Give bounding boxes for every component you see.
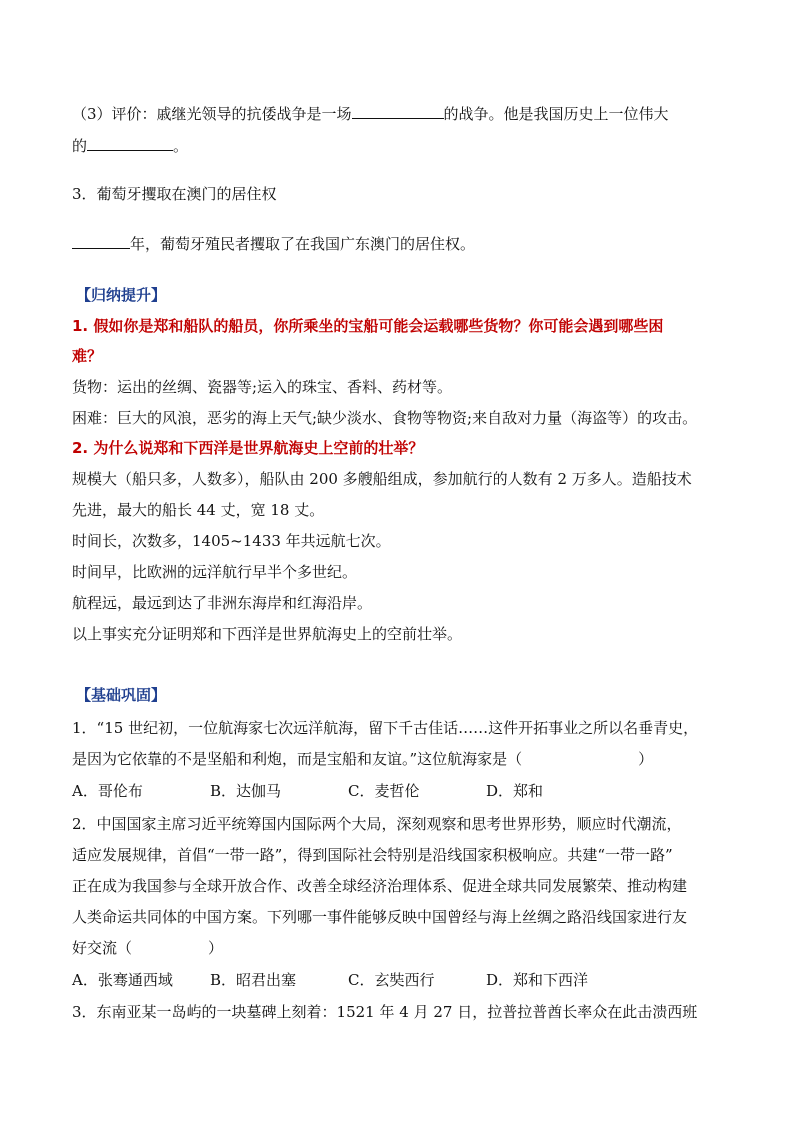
- summary-question-1-line2: 难？: [72, 347, 103, 365]
- option-d[interactable]: D．郑和: [486, 782, 544, 800]
- basics-question-2-line5: 好交流（ ）: [72, 939, 224, 957]
- answer-blank: [352, 104, 444, 119]
- basics-question-3-line1: 3．东南亚某一岛屿的一块墓碑上刻着：1521 年 4 月 27 日，拉普拉普酋长率众在此击溃西班: [72, 1003, 698, 1021]
- option-a[interactable]: A．张骞通西域: [72, 971, 173, 989]
- option-d[interactable]: D．郑和下西洋: [486, 971, 589, 989]
- section-3-fill: 年，葡萄牙殖民者攫取了在我国广东澳门的居住权。: [72, 234, 475, 254]
- basics-question-2-line3: 正在成为我国参与全球开放合作、改善全球经济治理体系、促进全球共同发展繁荣、推动构建: [72, 877, 688, 895]
- section-3-title: 3．葡萄牙攫取在澳门的居住权: [72, 185, 277, 203]
- basics-heading: 【基础巩固】: [76, 686, 167, 704]
- basics-question-2-line1: 2．中国国家主席习近平统筹国内国际两个大局，深刻观察和思考世界形势，顺应时代潮流，: [72, 815, 682, 833]
- question-3-evaluation-line2: 的 。: [72, 137, 189, 155]
- answer-blank: [72, 234, 130, 249]
- option-b[interactable]: B．达伽马: [210, 782, 282, 800]
- summary-question-1: 1. 假如你是郑和船队的船员，你所乘坐的宝船可能会运载哪些货物？你可能会遇到哪些困: [72, 317, 664, 335]
- basics-question-1-options: [72, 781, 543, 801]
- question-3-evaluation: （3）评价：戚继光领导的抗倭战争是一场 的战争。他是我国历史上一位伟大: [72, 105, 669, 123]
- summary-question-2: 2. 为什么说郑和下西洋是世界航海史上空前的壮举？: [72, 439, 424, 457]
- summary-answer-2-line4: 时间早，比欧洲的远洋航行早半个多世纪。: [72, 563, 358, 581]
- summary-answer-2-line2: 先进，最大的船长 44 丈，宽 18 丈。: [72, 501, 325, 519]
- option-c[interactable]: C．玄奘西行: [348, 971, 435, 989]
- option-a[interactable]: A．哥伦布: [72, 782, 143, 800]
- summary-answer-2-line5: 航程远，最远到达了非洲东海岸和红海沿岸。: [72, 594, 373, 612]
- option-b[interactable]: B．昭君出塞: [210, 971, 297, 989]
- summary-answer-2-line6: 以上事实充分证明郑和下西洋是世界航海史上的空前壮举。: [72, 625, 463, 643]
- option-c[interactable]: C．麦哲伦: [348, 782, 420, 800]
- summary-answer-goods: 货物：运出的丝绸、瓷器等;运入的珠宝、香料、药材等。: [72, 378, 453, 396]
- basics-question-2-line2: 适应发展规律，首倡“一带一路”，得到国际社会特别是沿线国家积极响应。共建“一带一路”: [72, 846, 673, 864]
- basics-question-1-line1: 1．“15 世纪初，一位航海家七次远洋航海，留下千古佳话……这件开拓事业之所以名垂青史，: [72, 719, 699, 737]
- basics-question-2-options: [72, 970, 588, 990]
- summary-answer-2-line1: 规模大（船只多，人数多），船队由 200 多艘船组成，参加航行的人数有 2 万多人。造船技术: [72, 470, 692, 488]
- summary-heading: 【归纳提升】: [76, 286, 167, 304]
- basics-question-1-line2: 是因为它依靠的不是坚船和利炮，而是宝船和友谊。”这位航海家是（ ）: [72, 750, 654, 768]
- summary-answer-2-line3: 时间长，次数多，1405~1433 年共远航七次。: [72, 532, 391, 550]
- basics-question-2-line4: 人类命运共同体的中国方案。下列哪一事件能够反映中国曾经与海上丝绸之路沿线国家进行友: [72, 908, 688, 926]
- summary-answer-difficulties: 困难：巨大的风浪，恶劣的海上天气;缺少淡水、食物等物资;来自敌对力量（海盗等）的攻击。: [72, 409, 698, 427]
- answer-blank: [87, 136, 173, 151]
